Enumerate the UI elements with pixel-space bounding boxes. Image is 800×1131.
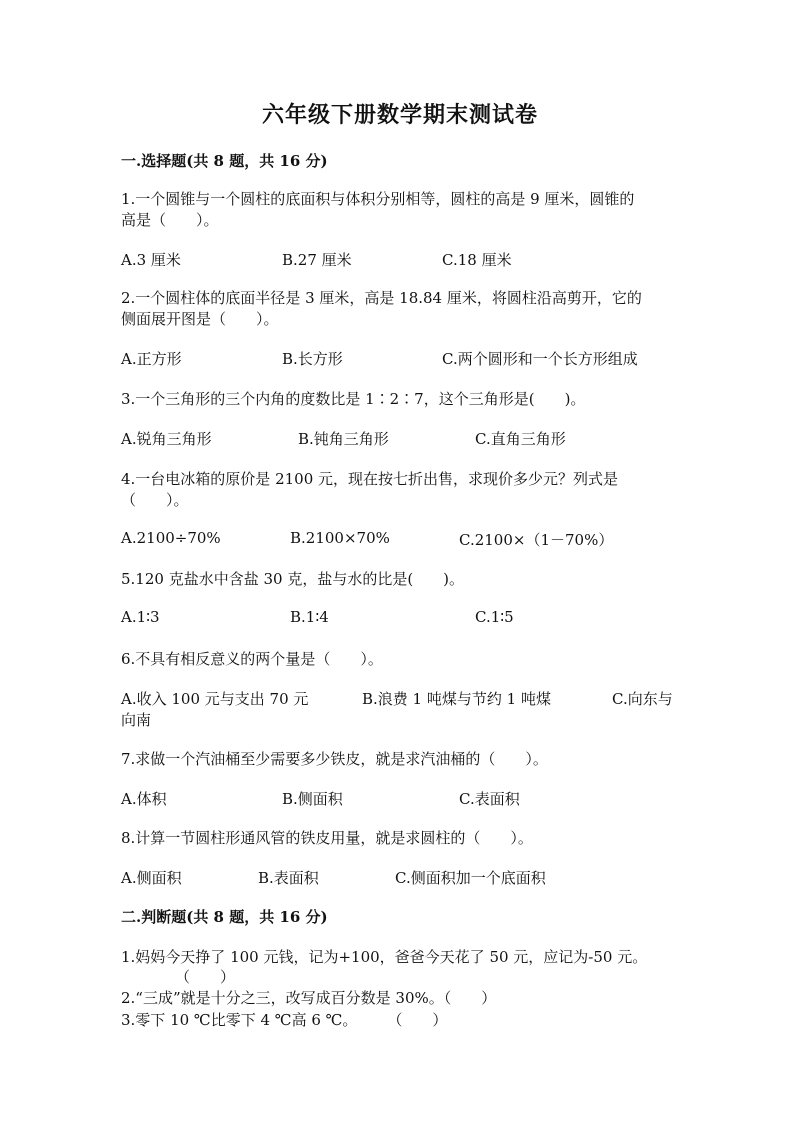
question-8-option-a: A.侧面积 bbox=[121, 869, 182, 887]
question-3-option-a: A.锐角三角形 bbox=[121, 430, 212, 448]
question-7-text: 7.求做一个汽油桶至少需要多少铁皮，就是求汽油桶的（ ）。 bbox=[121, 750, 548, 768]
judgment-1-text: 1.妈妈今天挣了 100 元钱，记为+100，爸爸今天花了 50 元，应记为-50 元。 bbox=[121, 948, 648, 966]
judgment-3-text: 3.零下 10 ℃比零下 4 ℃高 6 ℃。 （ ） bbox=[121, 1011, 448, 1029]
question-8-option-c: C.侧面积加一个底面积 bbox=[395, 869, 546, 887]
question-7-option-c: C.表面积 bbox=[459, 790, 520, 808]
question-4-text: 4.一台电冰箱的原价是 2100 元，现在按七折出售，求现价多少元？列式是 bbox=[121, 470, 619, 488]
question-1-option-c: C.18 厘米 bbox=[442, 251, 512, 269]
question-8-option-b: B.表面积 bbox=[258, 869, 319, 887]
question-4-text-cont: （ ）。 bbox=[121, 491, 189, 509]
question-6-text: 6.不具有相反意义的两个量是（ ）。 bbox=[121, 650, 383, 668]
section-heading-choice: 一.选择题(共 8 题，共 16 分) bbox=[121, 152, 328, 170]
question-3-text: 3.一个三角形的三个内角的度数比是 1∶2∶7，这个三角形是( )。 bbox=[121, 390, 586, 408]
question-2-option-c: C.两个圆形和一个长方形组成 bbox=[442, 350, 638, 368]
question-4-option-c: C.2100×（1－70%） bbox=[459, 531, 614, 549]
question-4-option-b: B.2100×70% bbox=[290, 529, 390, 547]
question-5-option-a: A.1∶3 bbox=[121, 608, 160, 626]
question-3-option-b: B.钝角三角形 bbox=[298, 430, 389, 448]
question-8-text: 8.计算一节圆柱形通风管的铁皮用量，就是求圆柱的（ ）。 bbox=[121, 829, 533, 847]
question-6-option-c-cont: 向南 bbox=[121, 711, 152, 729]
question-1-text-cont: 高是（ ）。 bbox=[121, 211, 219, 229]
question-2-option-a: A.正方形 bbox=[121, 350, 182, 368]
question-2-text: 2.一个圆柱体的底面半径是 3 厘米，高是 18.84 厘米，将圆柱沿高剪开，它的 bbox=[121, 289, 642, 307]
section-heading-judgment: 二.判断题(共 8 题，共 16 分) bbox=[121, 908, 328, 926]
question-5-option-b: B.1∶4 bbox=[290, 608, 329, 626]
question-6-option-b: B.浪费 1 吨煤与节约 1 吨煤 bbox=[362, 690, 551, 708]
question-7-option-a: A.体积 bbox=[121, 790, 167, 808]
question-2-option-b: B.长方形 bbox=[282, 350, 343, 368]
question-5-text: 5.120 克盐水中含盐 30 克，盐与水的比是( )。 bbox=[121, 570, 465, 588]
question-6-option-c: C.向东与 bbox=[612, 690, 673, 708]
question-1-option-b: B.27 厘米 bbox=[282, 251, 352, 269]
question-4-option-a: A.2100÷70% bbox=[121, 529, 221, 547]
judgment-2-text: 2.“三成”就是十分之三，改写成百分数是 30%。（ ） bbox=[121, 989, 497, 1007]
question-2-text-cont: 侧面展开图是（ ）。 bbox=[121, 310, 279, 328]
question-6-option-a: A.收入 100 元与支出 70 元 bbox=[121, 690, 309, 708]
question-3-option-c: C.直角三角形 bbox=[475, 430, 566, 448]
question-1-text: 1.一个圆锥与一个圆柱的底面积与体积分别相等，圆柱的高是 9 厘米，圆锥的 bbox=[121, 190, 635, 208]
question-1-option-a: A.3 厘米 bbox=[121, 251, 181, 269]
page-title: 六年级下册数学期末测试卷 bbox=[261, 102, 538, 128]
question-5-option-c: C.1∶5 bbox=[475, 608, 514, 626]
judgment-1-blank: （ ） bbox=[175, 968, 236, 986]
question-7-option-b: B.侧面积 bbox=[282, 790, 343, 808]
